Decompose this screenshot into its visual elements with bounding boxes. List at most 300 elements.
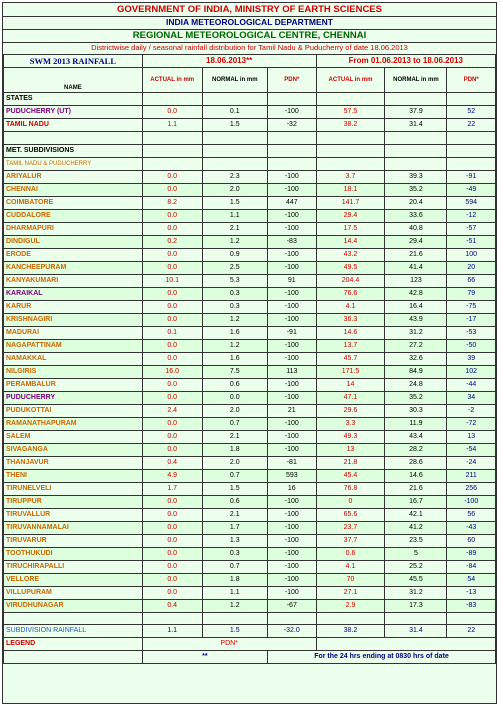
daily-normal: 0.3	[202, 547, 267, 560]
states-section-row	[4, 93, 496, 106]
season-normal: 28.2	[385, 443, 447, 456]
season-normal: 41.4	[385, 261, 447, 274]
daily-pdn: 593	[268, 469, 317, 482]
legend-pdn: PDN*	[142, 638, 316, 651]
season-normal: 14.6	[385, 469, 447, 482]
season-pdn: -50	[447, 339, 496, 352]
season-pdn: -91	[447, 170, 496, 183]
blank-cell	[202, 612, 267, 625]
season-actual: 14.6	[316, 326, 385, 339]
daily-actual: 0.0	[142, 586, 202, 599]
daily-normal: 1.2	[202, 235, 267, 248]
summary-daily-actual: 1.1	[142, 625, 202, 638]
daily-actual: 0.0	[142, 248, 202, 261]
daily-pdn: -100	[268, 106, 317, 119]
season-pdn: -84	[447, 560, 496, 573]
blank-cell	[316, 612, 385, 625]
season-pdn: 56	[447, 508, 496, 521]
season-actual: 57.5	[316, 106, 385, 119]
daily-normal: 7.5	[202, 365, 267, 378]
row-name: NAMAKKAL	[4, 352, 143, 365]
season-normal: 16.4	[385, 300, 447, 313]
district-row	[4, 508, 496, 521]
daily-pdn: -100	[268, 248, 317, 261]
daily-pdn: 16	[268, 482, 317, 495]
daily-pdn: -100	[268, 339, 317, 352]
daily-pdn: -100	[268, 391, 317, 404]
daily-normal: 1.6	[202, 326, 267, 339]
legend-row	[4, 638, 496, 651]
district-row	[4, 573, 496, 586]
district-row	[4, 378, 496, 391]
daily-pdn: -100	[268, 222, 317, 235]
season-pdn: -17	[447, 313, 496, 326]
season-actual: 45.4	[316, 469, 385, 482]
blank-cell	[316, 144, 385, 157]
subdivision-rainfall-row	[4, 625, 496, 638]
daily-actual: 0.0	[142, 573, 202, 586]
daily-actual: 1.7	[142, 482, 202, 495]
season-actual: 13.7	[316, 339, 385, 352]
district-row	[4, 365, 496, 378]
daily-actual: 0.0	[142, 183, 202, 196]
season-pdn: 20	[447, 261, 496, 274]
daily-normal: 0.6	[202, 495, 267, 508]
row-name: CHENNAI	[4, 183, 143, 196]
district-row	[4, 521, 496, 534]
season-actual: 2.9	[316, 599, 385, 612]
season-normal: 42.1	[385, 508, 447, 521]
blank-cell	[447, 132, 496, 145]
daily-pdn: -100	[268, 495, 317, 508]
daily-actual: 0.0	[142, 170, 202, 183]
daily-pdn: -67	[268, 599, 317, 612]
daily-actual: 0.0	[142, 534, 202, 547]
daily-actual: 1.1	[142, 119, 202, 132]
row-name: COIMBATORE	[4, 196, 143, 209]
season-actual: 43.2	[316, 248, 385, 261]
season-actual: 37.7	[316, 534, 385, 547]
daily-normal: 0.6	[202, 378, 267, 391]
season-actual: 3.3	[316, 417, 385, 430]
season-normal: 27.2	[385, 339, 447, 352]
ministry-title: GOVERNMENT OF INDIA, MINISTRY OF EARTH SCIENCES	[3, 3, 496, 17]
season-normal: 23.5	[385, 534, 447, 547]
season-pdn: 54	[447, 573, 496, 586]
season-actual: 29.6	[316, 404, 385, 417]
legend-empty	[316, 638, 495, 651]
daily-actual: 0.0	[142, 430, 202, 443]
daily-normal: 0.0	[202, 391, 267, 404]
daily-pdn: -32	[268, 119, 317, 132]
season-actual: 4.1	[316, 300, 385, 313]
district-row	[4, 404, 496, 417]
season-normal: 16.7	[385, 495, 447, 508]
district-row	[4, 560, 496, 573]
daily-pdn: -100	[268, 534, 317, 547]
daily-normal: 0.3	[202, 300, 267, 313]
rainfall-report	[2, 2, 497, 704]
season-period-label: From 01.06.2013 to 18.06.2013	[316, 55, 495, 68]
season-pdn: -72	[447, 417, 496, 430]
daily-actual: 0.0	[142, 106, 202, 119]
daily-actual: 10.1	[142, 274, 202, 287]
district-row	[4, 430, 496, 443]
season-pdn: -43	[447, 521, 496, 534]
daily-pdn: 113	[268, 365, 317, 378]
summary-name: SUBDIVISION RAINFALL	[4, 625, 143, 638]
season-normal: 28.6	[385, 456, 447, 469]
season-normal: 31.2	[385, 586, 447, 599]
spacer-row	[4, 612, 496, 625]
daily-normal: 1.6	[202, 352, 267, 365]
season-pdn: -12	[447, 209, 496, 222]
row-name: PERAMBALUR	[4, 378, 143, 391]
col-normal-season-header: NORMAL in mm	[385, 68, 447, 93]
season-actual: 21.8	[316, 456, 385, 469]
season-pdn: -51	[447, 235, 496, 248]
season-pdn: -2	[447, 404, 496, 417]
state-row	[4, 106, 496, 119]
col-pdn-season-header: PDN*	[447, 68, 496, 93]
daily-actual: 0.0	[142, 508, 202, 521]
daily-actual: 0.4	[142, 456, 202, 469]
daily-normal: 1.2	[202, 599, 267, 612]
season-actual: 76.8	[316, 482, 385, 495]
season-actual: 49.5	[316, 261, 385, 274]
season-pdn: -49	[447, 183, 496, 196]
district-row	[4, 534, 496, 547]
district-row	[4, 391, 496, 404]
district-row	[4, 456, 496, 469]
season-actual: 27.1	[316, 586, 385, 599]
daily-normal: 1.2	[202, 339, 267, 352]
daily-normal: 2.0	[202, 183, 267, 196]
row-name: KARUR	[4, 300, 143, 313]
season-normal: 43.4	[385, 430, 447, 443]
row-name: TIRUNELVELI	[4, 482, 143, 495]
daily-pdn: -100	[268, 352, 317, 365]
daily-normal: 1.5	[202, 482, 267, 495]
district-row	[4, 261, 496, 274]
district-row	[4, 443, 496, 456]
col-actual-season-header: ACTUAL in mm	[316, 68, 385, 93]
daily-normal: 2.1	[202, 222, 267, 235]
season-normal: 84.9	[385, 365, 447, 378]
daily-actual: 8.2	[142, 196, 202, 209]
season-normal: 35.2	[385, 391, 447, 404]
daily-normal: 0.7	[202, 417, 267, 430]
season-normal: 42.8	[385, 287, 447, 300]
blank-cell	[202, 157, 267, 170]
daily-actual: 0.0	[142, 391, 202, 404]
row-name: KRISHNAGIRI	[4, 313, 143, 326]
daily-period-label: 18.06.2013**	[142, 55, 316, 68]
daily-pdn: -100	[268, 183, 317, 196]
blank-cell	[268, 144, 317, 157]
season-normal: 32.6	[385, 352, 447, 365]
season-normal: 41.2	[385, 521, 447, 534]
season-actual: 18.1	[316, 183, 385, 196]
col-actual-header: ACTUAL in mm	[142, 68, 202, 93]
season-normal: 24.8	[385, 378, 447, 391]
daily-normal: 1.5	[202, 119, 267, 132]
group-header-row	[4, 55, 496, 68]
season-pdn: 22	[447, 119, 496, 132]
season-normal: 29.4	[385, 235, 447, 248]
row-name: TIRUPPUR	[4, 495, 143, 508]
daily-normal: 1.8	[202, 573, 267, 586]
daily-pdn: -100	[268, 313, 317, 326]
season-pdn: -44	[447, 378, 496, 391]
rainfall-table	[3, 54, 496, 664]
daily-normal: 2.1	[202, 430, 267, 443]
season-normal: 21.6	[385, 482, 447, 495]
blank-cell	[202, 132, 267, 145]
season-normal: 17.3	[385, 599, 447, 612]
season-normal: 31.4	[385, 119, 447, 132]
daily-pdn: -100	[268, 170, 317, 183]
season-actual: 36.3	[316, 313, 385, 326]
row-name: MADURAI	[4, 326, 143, 339]
district-row	[4, 495, 496, 508]
row-name: TIRUVANNAMALAI	[4, 521, 143, 534]
row-name: PUDUKOTTAI	[4, 404, 143, 417]
daily-actual: 0.0	[142, 378, 202, 391]
district-row	[4, 222, 496, 235]
states-label: STATES	[4, 93, 143, 106]
season-pdn: 66	[447, 274, 496, 287]
daily-pdn: -100	[268, 560, 317, 573]
row-name: DHARMAPURI	[4, 222, 143, 235]
summary-season-pdn: 22	[447, 625, 496, 638]
subdivision-label: TAMIL NADU & PUDUCHERRY	[4, 157, 143, 170]
legend-note: For the 24 hrs ending at 0830 hrs of date	[268, 651, 496, 664]
met-subdivisions-label: MET. SUBDIVISIONS	[4, 144, 143, 157]
daily-pdn: -100	[268, 261, 317, 274]
daily-normal: 0.1	[202, 106, 267, 119]
district-row	[4, 196, 496, 209]
season-normal: 11.9	[385, 417, 447, 430]
season-pdn: -83	[447, 599, 496, 612]
season-actual: 0.6	[316, 547, 385, 560]
daily-pdn: -81	[268, 456, 317, 469]
season-normal: 21.6	[385, 248, 447, 261]
season-normal: 5	[385, 547, 447, 560]
daily-pdn: 21	[268, 404, 317, 417]
season-actual: 17.5	[316, 222, 385, 235]
daily-normal: 1.7	[202, 521, 267, 534]
daily-actual: 0.1	[142, 326, 202, 339]
season-actual: 38.2	[316, 119, 385, 132]
district-row	[4, 300, 496, 313]
district-row	[4, 209, 496, 222]
season-pdn: 100	[447, 248, 496, 261]
state-row	[4, 119, 496, 132]
daily-actual: 0.0	[142, 417, 202, 430]
daily-actual: 0.0	[142, 313, 202, 326]
blank-cell	[142, 157, 202, 170]
daily-actual: 16.0	[142, 365, 202, 378]
column-header-row	[4, 68, 496, 93]
daily-pdn: -100	[268, 300, 317, 313]
legend-blank	[4, 651, 143, 664]
daily-actual: 0.0	[142, 352, 202, 365]
daily-normal: 0.9	[202, 248, 267, 261]
season-actual: 13	[316, 443, 385, 456]
district-row	[4, 417, 496, 430]
col-pdn-header: PDN*	[268, 68, 317, 93]
daily-pdn: -100	[268, 287, 317, 300]
season-actual: 171.5	[316, 365, 385, 378]
summary-daily-normal: 1.5	[202, 625, 267, 638]
season-actual: 23.7	[316, 521, 385, 534]
season-pdn: 594	[447, 196, 496, 209]
season-pdn: -13	[447, 586, 496, 599]
season-group-label: SWM 2013 RAINFALL	[4, 55, 143, 68]
season-pdn: 34	[447, 391, 496, 404]
season-actual: 65.6	[316, 508, 385, 521]
row-name: VIRUDHUNAGAR	[4, 599, 143, 612]
blank-cell	[316, 157, 385, 170]
season-normal: 31.2	[385, 326, 447, 339]
row-name: THANJAVUR	[4, 456, 143, 469]
season-actual: 29.4	[316, 209, 385, 222]
row-name: VELLORE	[4, 573, 143, 586]
blank-cell	[4, 612, 143, 625]
row-name: RAMANATHAPURAM	[4, 417, 143, 430]
department-title: INDIA METEOROLOGICAL DEPARTMENT	[3, 16, 496, 30]
daily-normal: 1.8	[202, 443, 267, 456]
row-name: ERODE	[4, 248, 143, 261]
daily-actual: 0.4	[142, 599, 202, 612]
blank-cell	[447, 612, 496, 625]
district-row	[4, 287, 496, 300]
district-row	[4, 547, 496, 560]
season-normal: 35.2	[385, 183, 447, 196]
season-pdn: 102	[447, 365, 496, 378]
daily-normal: 0.7	[202, 469, 267, 482]
blank-cell	[268, 157, 317, 170]
row-name: KANCHEEPURAM	[4, 261, 143, 274]
blank-cell	[316, 132, 385, 145]
summary-season-normal: 31.4	[385, 625, 447, 638]
summary-daily-pdn: -32.0	[268, 625, 317, 638]
daily-normal: 2.5	[202, 261, 267, 274]
daily-normal: 5.3	[202, 274, 267, 287]
daily-actual: 0.0	[142, 521, 202, 534]
season-normal: 20.4	[385, 196, 447, 209]
daily-pdn: -100	[268, 209, 317, 222]
season-pdn: 79	[447, 287, 496, 300]
district-row	[4, 352, 496, 365]
season-pdn: -24	[447, 456, 496, 469]
season-actual: 14	[316, 378, 385, 391]
daily-normal: 2.0	[202, 456, 267, 469]
blank-cell	[385, 144, 447, 157]
season-pdn: -75	[447, 300, 496, 313]
row-name: CUDDALORE	[4, 209, 143, 222]
daily-actual: 0.0	[142, 287, 202, 300]
season-pdn: -54	[447, 443, 496, 456]
district-row	[4, 235, 496, 248]
daily-normal: 0.7	[202, 560, 267, 573]
daily-pdn: -100	[268, 417, 317, 430]
season-pdn: -89	[447, 547, 496, 560]
blank-cell	[447, 157, 496, 170]
blank-cell	[447, 144, 496, 157]
season-actual: 47.1	[316, 391, 385, 404]
blank-cell	[268, 132, 317, 145]
row-name: PUDUCHERRY (UT)	[4, 106, 143, 119]
season-pdn: 39	[447, 352, 496, 365]
daily-pdn: -100	[268, 378, 317, 391]
daily-normal: 1.2	[202, 313, 267, 326]
season-actual: 0	[316, 495, 385, 508]
blank-cell	[385, 132, 447, 145]
row-name: NILGIRIS	[4, 365, 143, 378]
season-normal: 39.3	[385, 170, 447, 183]
row-name: NAGAPATTINAM	[4, 339, 143, 352]
season-pdn: 256	[447, 482, 496, 495]
blank-cell	[385, 612, 447, 625]
legend-stars: **	[142, 651, 267, 664]
row-name: DINDIGUL	[4, 235, 143, 248]
row-name: TIRUVARUR	[4, 534, 143, 547]
blank-cell	[385, 157, 447, 170]
season-actual: 4.1	[316, 560, 385, 573]
row-name: TIRUCHIRAPALLI	[4, 560, 143, 573]
season-actual: 3.7	[316, 170, 385, 183]
season-pdn: 13	[447, 430, 496, 443]
legend-note-row	[4, 651, 496, 664]
col-normal-header: NORMAL in mm	[202, 68, 267, 93]
row-name: TIRUVALLUR	[4, 508, 143, 521]
row-name: ARIYALUR	[4, 170, 143, 183]
daily-actual: 4.9	[142, 469, 202, 482]
season-actual: 204.4	[316, 274, 385, 287]
spacer-row	[4, 132, 496, 145]
daily-normal: 1.1	[202, 209, 267, 222]
daily-pdn: -100	[268, 573, 317, 586]
season-normal: 33.6	[385, 209, 447, 222]
season-pdn: 52	[447, 106, 496, 119]
row-name: THENI	[4, 469, 143, 482]
season-actual: 141.7	[316, 196, 385, 209]
district-row	[4, 482, 496, 495]
season-actual: 49.3	[316, 430, 385, 443]
daily-pdn: -100	[268, 443, 317, 456]
season-actual: 14.4	[316, 235, 385, 248]
district-row	[4, 274, 496, 287]
daily-normal: 1.5	[202, 196, 267, 209]
daily-normal: 2.3	[202, 170, 267, 183]
district-row	[4, 183, 496, 196]
district-row	[4, 313, 496, 326]
daily-normal: 2.1	[202, 508, 267, 521]
blank-cell	[4, 132, 143, 145]
row-name: VILLUPURAM	[4, 586, 143, 599]
report-subtitle: Districtwise daily / seasonal rainfall distribution for Tamil Nadu & Puducherry of date 18.06.2013	[3, 42, 496, 55]
district-row	[4, 339, 496, 352]
daily-actual: 0.0	[142, 300, 202, 313]
blank-cell	[142, 132, 202, 145]
met-subdivisions-row	[4, 144, 496, 157]
blank-cell	[142, 144, 202, 157]
season-normal: 30.3	[385, 404, 447, 417]
season-normal: 25.2	[385, 560, 447, 573]
subdivision-row	[4, 157, 496, 170]
